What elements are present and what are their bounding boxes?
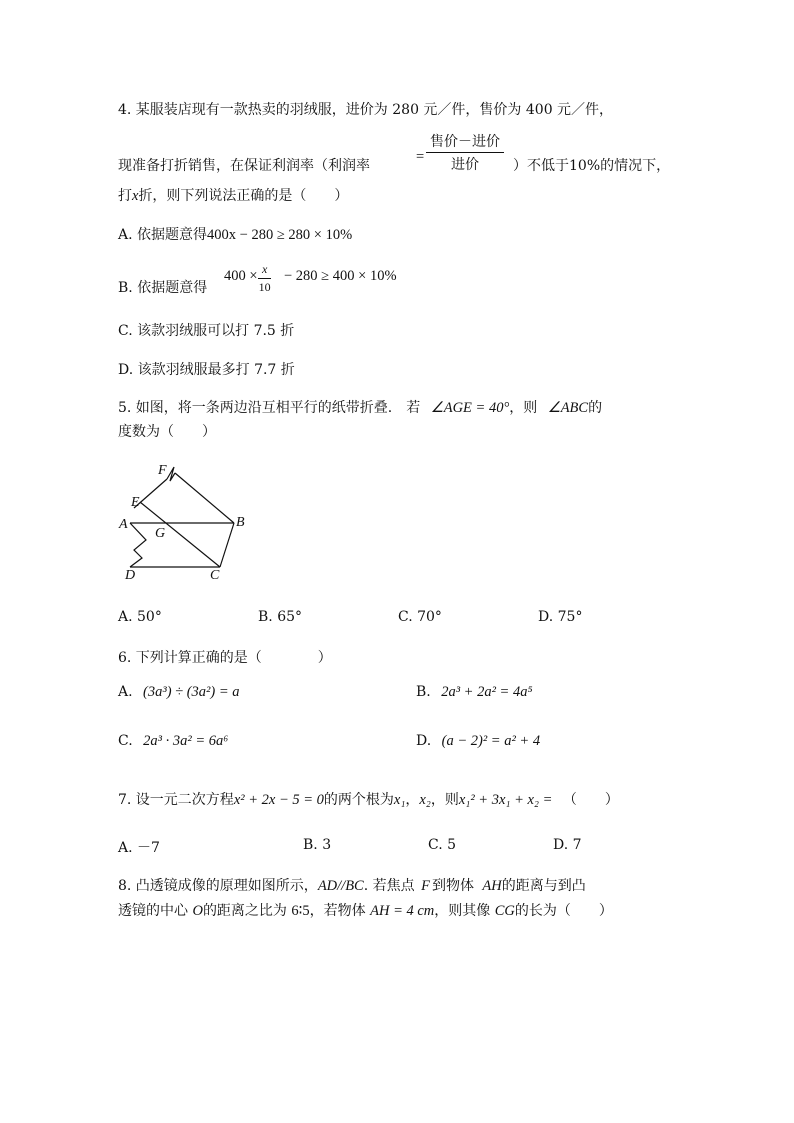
q5-edge-f-b <box>175 473 234 523</box>
q6-option-b-math: 2a³ + 2a² = 4a⁵ <box>441 684 533 700</box>
q7-option-d: D. 7 <box>553 837 582 853</box>
q7-root-x2: x₂ <box>419 792 431 808</box>
q4-line3 <box>118 185 348 205</box>
q4-line2-post: ）不低于10%的情况下， <box>513 158 671 174</box>
q4-profit-fraction <box>426 131 504 174</box>
q4-line3-a: 打 <box>118 188 132 204</box>
q4-option-b-denominator: 10 <box>258 280 271 294</box>
q4-line3-b: 折，则下列说法正确的是（ ） <box>138 188 349 204</box>
q6-option-a-label: A. <box>118 684 133 700</box>
q8-focus-f: F <box>421 878 430 894</box>
q5-line1-mid: ，则 <box>509 400 538 416</box>
q4-option-b-post: − 280 ≥ 400 × 10% <box>284 268 397 284</box>
q4-line2-pre: 现准备打折销售，在保证利润率（利润率 <box>118 158 370 174</box>
q5-label-g: G <box>155 526 166 541</box>
q5-option-d: D. 75° <box>538 609 583 625</box>
q6-option-d <box>416 733 540 750</box>
q5-break-left <box>130 523 146 567</box>
q8-parallel: AD//BC <box>317 878 364 894</box>
q7-stem-mid: 的两个根为 <box>323 792 394 808</box>
q8-object-length: AH = 4 cm <box>370 903 435 919</box>
q6-option-b <box>416 684 533 701</box>
q5-line1-post: 的 <box>588 400 603 416</box>
q5-option-a: A. 50° <box>118 609 162 625</box>
q7-stem-pre: 7. 设一元二次方程 <box>118 792 234 808</box>
q5-edge-b-c <box>220 523 234 567</box>
q5-angle-abc: ∠ABC <box>547 400 589 416</box>
q4-option-b-fraction <box>258 262 271 295</box>
q6-option-b-label: B. <box>416 684 431 700</box>
q4-fraction-denominator: 进价 <box>451 157 479 173</box>
q7-option-c: C. 5 <box>428 837 457 853</box>
q5-line2: 度数为（ ） <box>118 424 216 440</box>
q7-root-x1: x₁ <box>393 792 406 808</box>
q7-comma: ， <box>405 792 420 808</box>
q5-label-c: C <box>210 568 220 583</box>
q4-option-c: C. 该款羽绒服可以打 7.5 折 <box>118 323 295 339</box>
q4-fraction-numerator: 售价－进价 <box>426 131 504 153</box>
q8-line1-post: 到物体 <box>431 878 474 894</box>
q4-line3-x: x <box>132 188 139 204</box>
q5-option-b: B. 65° <box>258 609 303 625</box>
q6-option-c <box>118 733 228 750</box>
q8-line1-pre: 8. 凸透镜成像的原理如图所示， <box>118 878 318 894</box>
q5-label-e: E <box>131 495 140 510</box>
q8-line2-pre: 透镜的中心 <box>118 903 188 919</box>
q4-line1: 4. 某服装店现有一款热卖的羽绒服，进价为 280 元／件，售价为 400 元／件， <box>118 102 614 118</box>
q8-center-o: O <box>192 903 203 919</box>
q5-line1 <box>118 397 602 417</box>
q8-line2-mid3: ，则其像 <box>434 903 491 919</box>
q6-option-c-label: C. <box>118 733 133 749</box>
q6-option-d-math: (a − 2)² = a² + 4 <box>441 733 541 749</box>
q5-label-a: A <box>119 517 128 532</box>
q7-stem-then: ，则 <box>430 792 459 808</box>
q4-option-b-pre: 400 × <box>224 268 258 284</box>
q8-ratio: 6∶5 <box>291 903 310 919</box>
q6-option-a-math: (3a³) ÷ (3a²) = a <box>143 684 240 700</box>
q7-option-b: B. 3 <box>303 837 332 853</box>
q8-line2-end: 的长为（ ） <box>514 903 613 919</box>
q6-option-d-label: D. <box>416 733 432 749</box>
q5-fold-figure <box>112 458 262 586</box>
q4-option-a-math: 400x − 280 ≥ 280 × 10% <box>207 227 353 243</box>
q5-label-d: D <box>125 568 136 583</box>
q4-option-d: D. 该款羽绒服最多打 7.7 折 <box>118 362 295 378</box>
q6-option-c-math: 2a³ · 3a² = 6a⁶ <box>143 733 229 749</box>
q8-line2-mid2: ，若物体 <box>309 903 366 919</box>
q8-line2-mid: 的距离之比为 <box>202 903 287 919</box>
q8-object-ah: AH <box>482 878 502 894</box>
q4-option-b-label: B. 依据题意得 <box>118 280 208 296</box>
q8-line2 <box>118 900 613 920</box>
q5-label-f: F <box>158 463 167 478</box>
q5-label-b: B <box>236 515 245 530</box>
q4-equals: = <box>416 149 425 165</box>
q4-option-b-numerator: x <box>258 262 271 279</box>
q6-stem: 6. 下列计算正确的是（ ） <box>118 650 332 666</box>
q4-option-a-label: A. 依据题意得 <box>118 227 208 243</box>
q7-paren: （ ） <box>562 792 619 808</box>
q7-stem <box>118 789 619 809</box>
q5-angle-age: ∠AGE = 40° <box>430 400 510 416</box>
q8-line1-end: 的距离与到凸 <box>501 878 586 894</box>
q7-equation: x² + 2x − 5 = 0 <box>233 792 324 808</box>
q5-option-c: C. 70° <box>398 609 442 625</box>
q4-option-a <box>118 224 352 244</box>
q5-break-top <box>167 467 175 481</box>
q7-expression: x₁² + 3x₁ + x₂ = <box>458 792 553 808</box>
q5-line1-pre: 5. 如图，将一条两边沿互相平行的纸带折叠. 若 <box>118 400 421 416</box>
q8-image-cg: CG <box>494 903 515 919</box>
q5-edge-e-c <box>140 502 220 567</box>
q7-option-a: A. －7 <box>118 840 160 856</box>
q6-option-a <box>118 684 240 701</box>
q8-line1 <box>118 875 586 895</box>
q8-line1-mid: . 若焦点 <box>363 878 415 894</box>
